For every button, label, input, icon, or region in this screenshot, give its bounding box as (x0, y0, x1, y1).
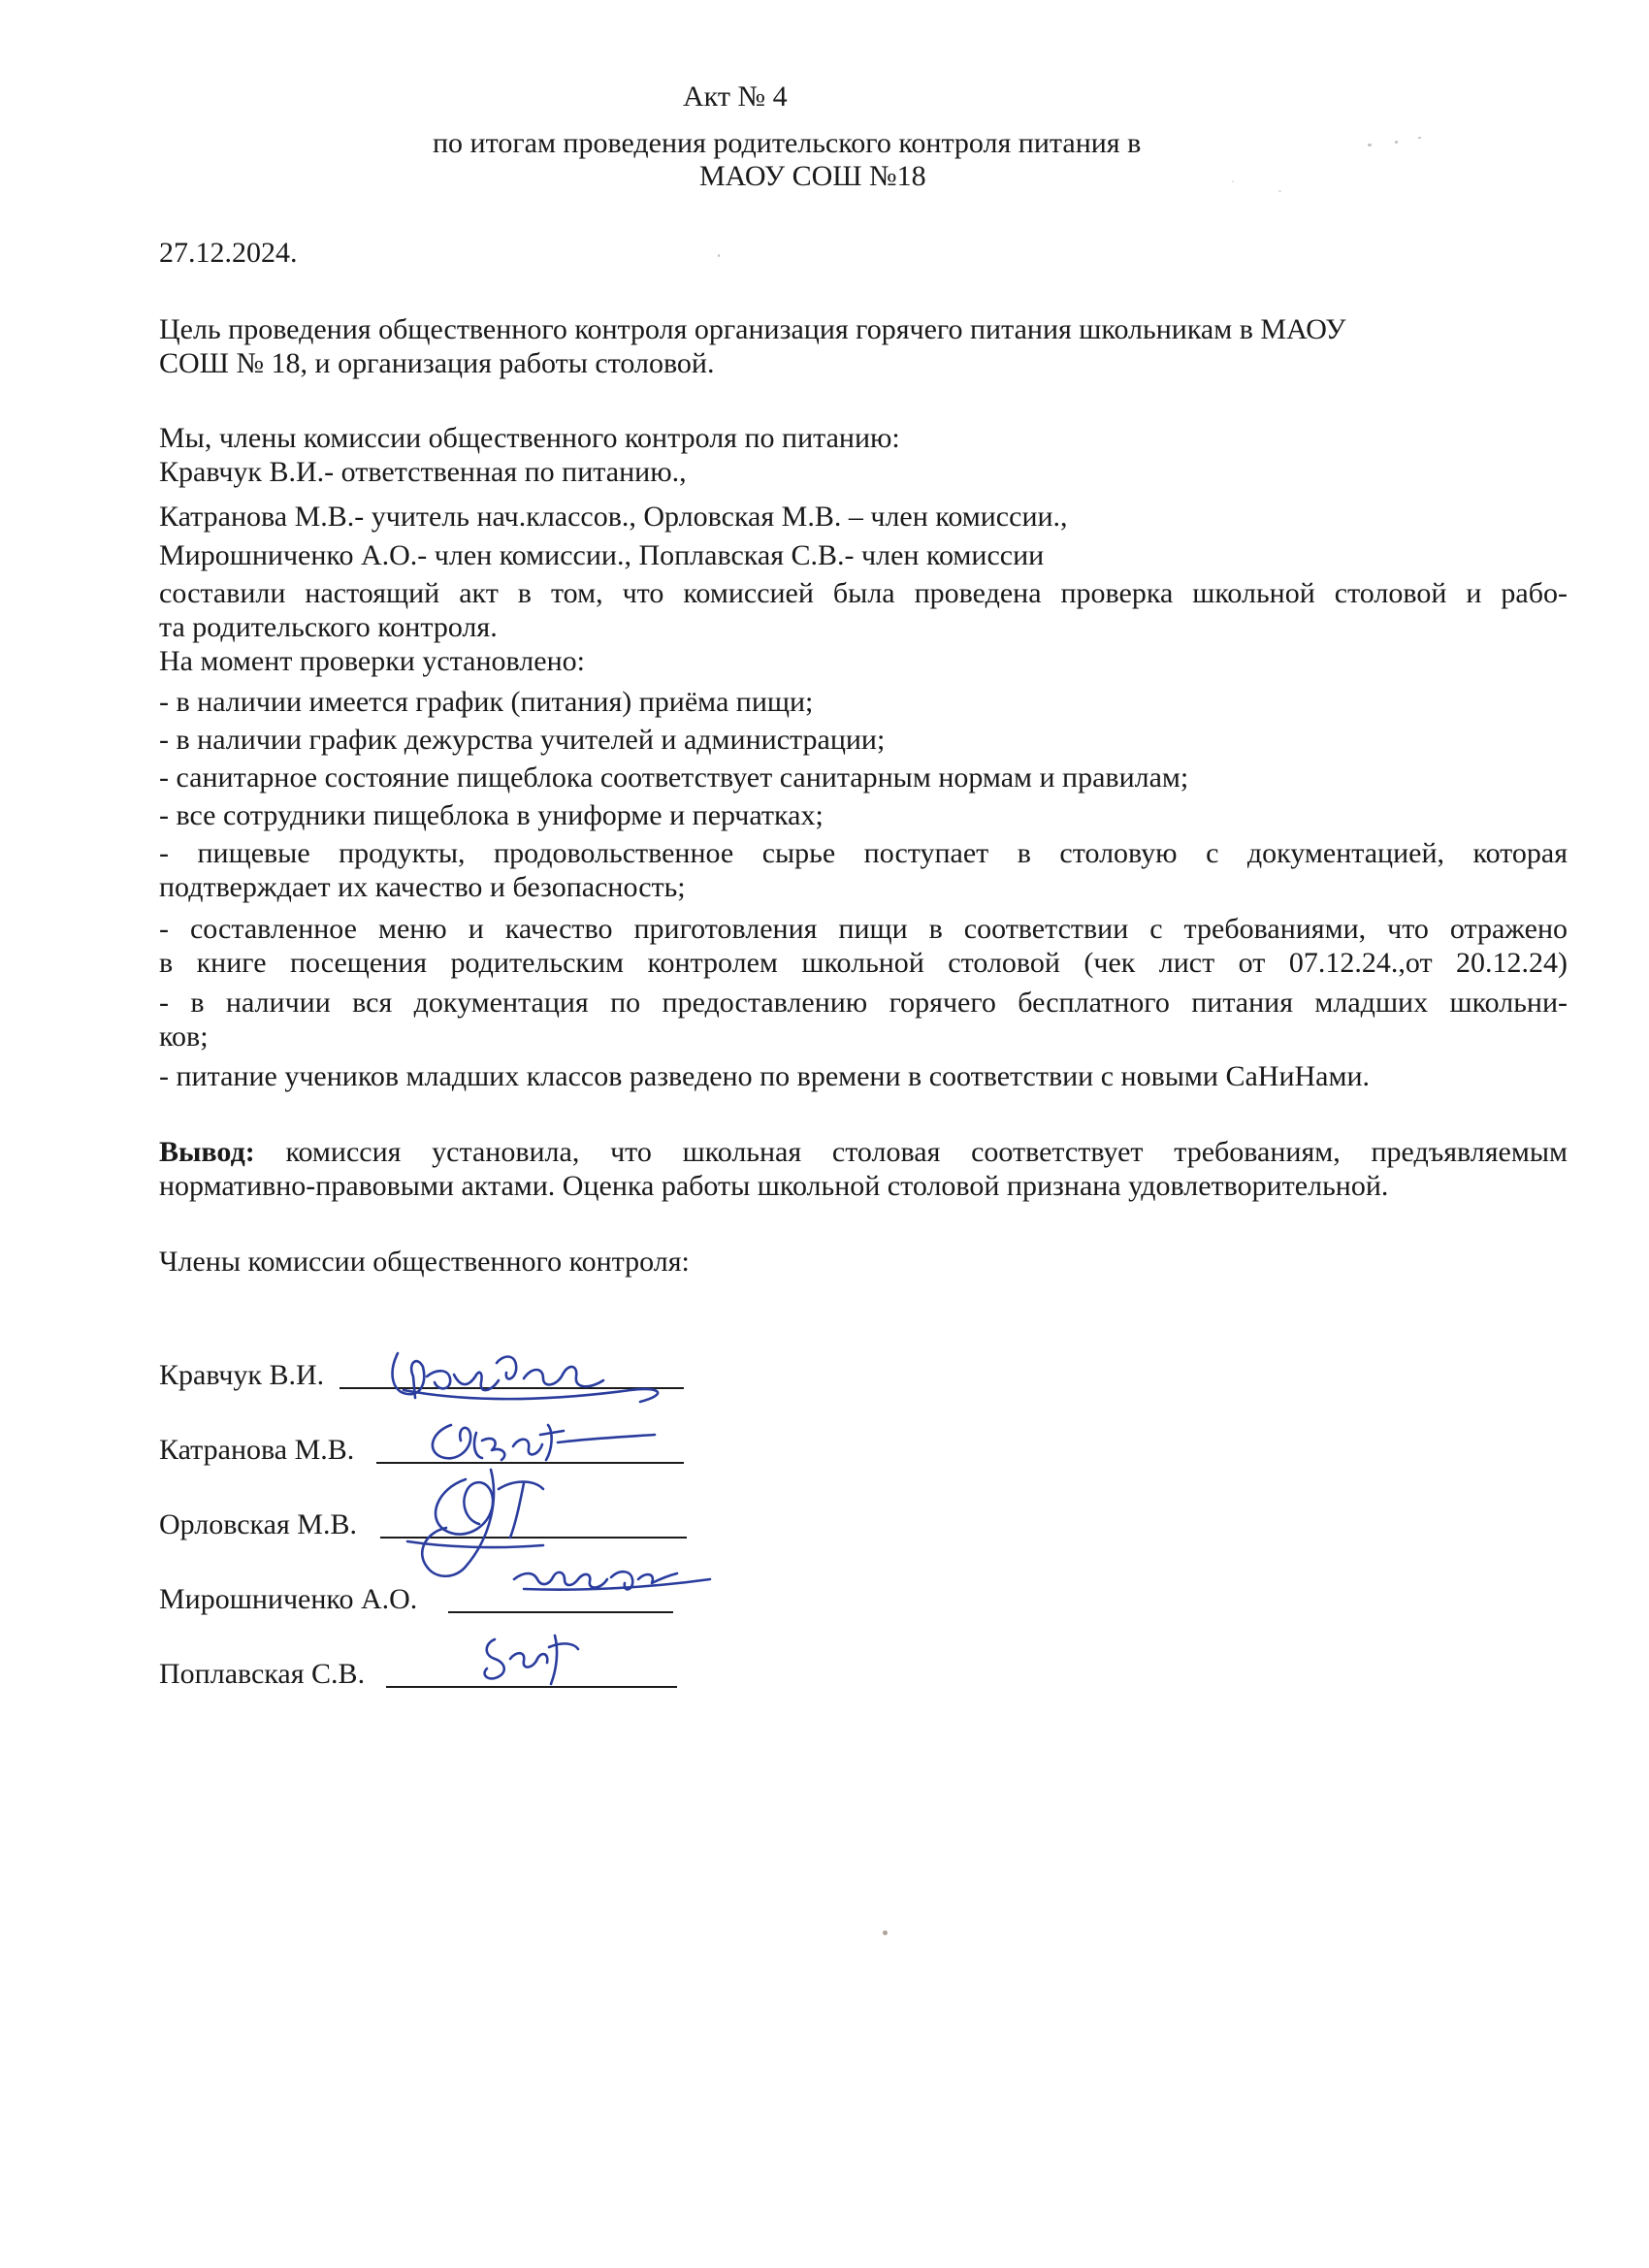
commission-intro: Мы, члены комиссии общественного контроля по питанию: (159, 422, 900, 454)
commission-member-line: Кравчук В.И.- ответственная по питанию., (159, 456, 687, 488)
signature-line (448, 1611, 673, 1613)
scan-speck (1278, 190, 1281, 192)
finding-item: - пищевые продукты, продовольственное сырье поступает в столовую с документацией, которая (159, 837, 1568, 869)
signature-name-orlovskaya: Орловская М.В. (159, 1508, 357, 1540)
members-heading: Члены комиссии общественного контроля: (159, 1246, 690, 1278)
conclusion-line-1 (159, 1135, 1568, 1170)
commission-member-line: Катранова М.В.- учитель нач.классов., Орловская М.В. – член комиссии., (159, 501, 1068, 533)
finding-item: - в наличии график дежурства учителей и администрации; (159, 724, 886, 756)
scan-speck (1418, 137, 1421, 139)
finding-item: - в наличии имеется график (питания) приёма пищи; (159, 686, 814, 718)
act-title: Акт № 4 (683, 81, 788, 113)
conclusion-text: комиссия установила, что школьная столовая соответствует требованиям, предъявляемым (254, 1136, 1568, 1168)
finding-item: - все сотрудники пищеблока в униформе и перчатках; (159, 799, 824, 831)
finding-item-continued: ков; (159, 1021, 209, 1053)
purpose-line-2: СОШ № 18, и организация работы столовой. (159, 347, 715, 379)
act-date: 27.12.2024. (159, 237, 298, 269)
signature-kravchuk-handwritten (378, 1334, 689, 1411)
findings-heading: На момент проверки установлено: (159, 645, 585, 677)
act-subtitle-line-2: МАОУ СОШ №18 (699, 160, 926, 192)
scan-speck (718, 254, 720, 257)
finding-item: - санитарное состояние пищеблока соответствует санитарным нормам и правилам; (159, 761, 1189, 794)
conclusion-label: Вывод: (159, 1136, 255, 1168)
signature-name-kravchuk: Кравчук В.И. (159, 1359, 325, 1391)
finding-item: - в наличии вся документация по предоставлению горячего бесплатного питания младших школьни- (159, 987, 1568, 1019)
body-text-line: та родительского контроля. (159, 611, 498, 643)
signature-name-miroshnichenko: Мирошниченко А.О. (159, 1583, 418, 1615)
finding-item-continued: подтверждает их качество и безопасность; (159, 871, 686, 903)
signature-poplavskaya-handwritten (466, 1630, 601, 1688)
signature-miroshnichenko-handwritten (504, 1550, 718, 1599)
scan-speck (1232, 180, 1234, 182)
act-subtitle-line-1: по итогам проведения родительского контроля питания в (433, 127, 1142, 159)
signature-name-katranova: Катранова М.В. (159, 1434, 355, 1466)
conclusion-line-2: нормативно-правовыми актами. Оценка работы школьной столовой признана удовлетворительной. (159, 1170, 1389, 1202)
body-text-line: составили настоящий акт в том, что комиссией была проведена проверка школьной столовой и рабо- (159, 577, 1568, 609)
commission-member-line: Мирошниченко А.О.- член комиссии., Поплавская С.В.- член комиссии (159, 539, 1045, 571)
finding-item-continued: в книге посещения родительским контролем школьной столовой (чек лист от 07.12.24.,от 20.12.24) (159, 947, 1568, 979)
scan-speck (883, 1930, 888, 1935)
scan-speck (1395, 141, 1398, 144)
finding-item: - питание учеников младших классов разведено по времени в соответствии с новыми СаНиНами. (159, 1060, 1371, 1092)
signature-name-poplavskaya: Поплавская С.В. (159, 1658, 366, 1690)
scan-speck (1368, 144, 1372, 146)
purpose-line-1: Цель проведения общественного контроля организация горячего питания школьникам в МАОУ (159, 313, 1346, 345)
finding-item: - составленное меню и качество приготовления пищи в соответствии с требованиями, что отражено (159, 913, 1568, 945)
